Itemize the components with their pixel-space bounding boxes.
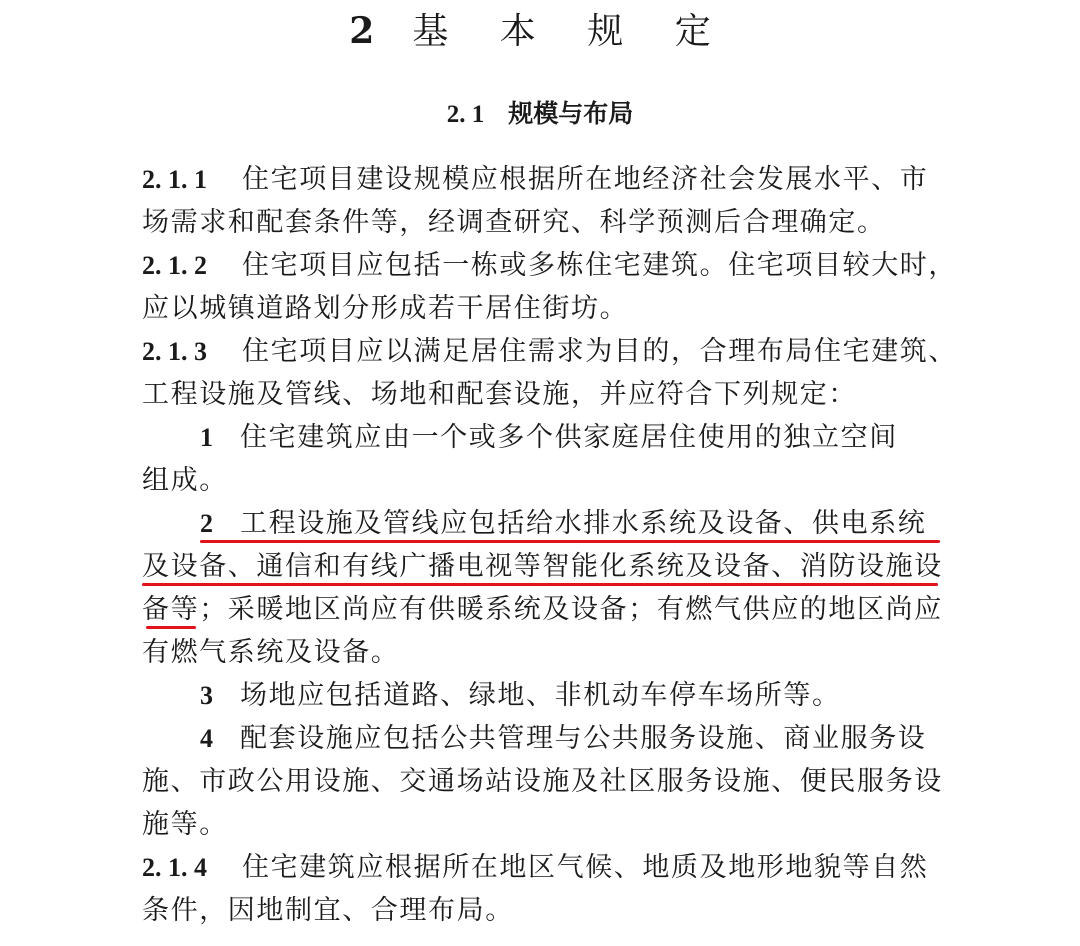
body-text [142, 158, 957, 932]
item-number: 1 [200, 423, 213, 452]
red-underline [146, 626, 196, 629]
clause-line [142, 846, 942, 889]
text-line [142, 760, 942, 803]
line-text: 工程设施及管线、场地和配套设施，并应符合下列规定： [142, 379, 857, 410]
line-text: 住宅项目应包括一栋或多栋住宅建筑。住宅项目较大时， [242, 250, 957, 281]
section-number: 2. 1 [446, 101, 485, 128]
line-text: 有燃气系统及设备。 [142, 637, 400, 668]
text-line [142, 545, 942, 588]
text-line [142, 201, 942, 244]
text-line [142, 287, 942, 330]
item-line [142, 717, 942, 760]
text-line [142, 631, 942, 674]
section-title [0, 96, 1080, 133]
item-number: 2 [200, 509, 213, 538]
text-line [142, 889, 942, 932]
clause-number: 2. 1. 2 [142, 251, 207, 280]
item-number: 3 [200, 681, 213, 710]
chapter-title [0, 6, 1080, 57]
text-line [142, 803, 942, 846]
line-text: 场需求和配套条件等，经调查研究、科学预测后合理确定。 [142, 207, 886, 238]
line-text: 条件，因地制宜、合理布局。 [142, 895, 514, 926]
clause-line [142, 330, 957, 373]
red-underline [200, 540, 940, 543]
clause-line [142, 158, 942, 201]
line-text: 备等；采暖地区尚应有供暖系统及设备；有燃气供应的地区尚应 [142, 594, 943, 625]
line-text: 组成。 [142, 465, 228, 496]
line-text: 住宅建筑应根据所在地区气候、地质及地形地貌等自然 [242, 852, 929, 883]
red-underline [142, 583, 938, 586]
line-text: 及设备、通信和有线广播电视等智能化系统及设备、消防设施设 [142, 551, 943, 582]
clause-number: 2. 1. 4 [142, 853, 207, 882]
line-text: 施、市政公用设施、交通场站设施及社区服务设施、便民服务设 [142, 766, 943, 797]
item-line [142, 502, 942, 545]
clause-number: 2. 1. 3 [142, 337, 207, 366]
item-line [142, 674, 942, 717]
section-heading: 规模与布局 [508, 99, 634, 128]
clause-line [142, 244, 957, 287]
item-line [142, 416, 942, 459]
text-line [142, 373, 942, 416]
line-text: 工程设施及管线应包括给水排水系统及设备、供电系统 [240, 508, 927, 539]
text-line [142, 459, 942, 502]
chapter-number: 2 [349, 10, 375, 52]
text-line [142, 588, 942, 631]
line-text: 场地应包括道路、绿地、非机动车停车场所等。 [240, 680, 841, 711]
line-text: 配套设施应包括公共管理与公共服务设施、商业服务设 [240, 723, 927, 754]
clause-number: 2. 1. 1 [142, 165, 207, 194]
chapter-heading: 基 本 规 定 [412, 11, 731, 52]
line-text: 施等。 [142, 809, 228, 840]
line-text: 应以城镇道路划分形成若干居住街坊。 [142, 293, 629, 324]
line-text: 住宅项目建设规模应根据所在地经济社会发展水平、市 [242, 164, 929, 195]
line-text: 住宅建筑应由一个或多个供家庭居住使用的独立空间 [240, 422, 898, 453]
line-text: 住宅项目应以满足居住需求为目的，合理布局住宅建筑、 [242, 336, 957, 367]
item-number: 4 [200, 724, 213, 753]
